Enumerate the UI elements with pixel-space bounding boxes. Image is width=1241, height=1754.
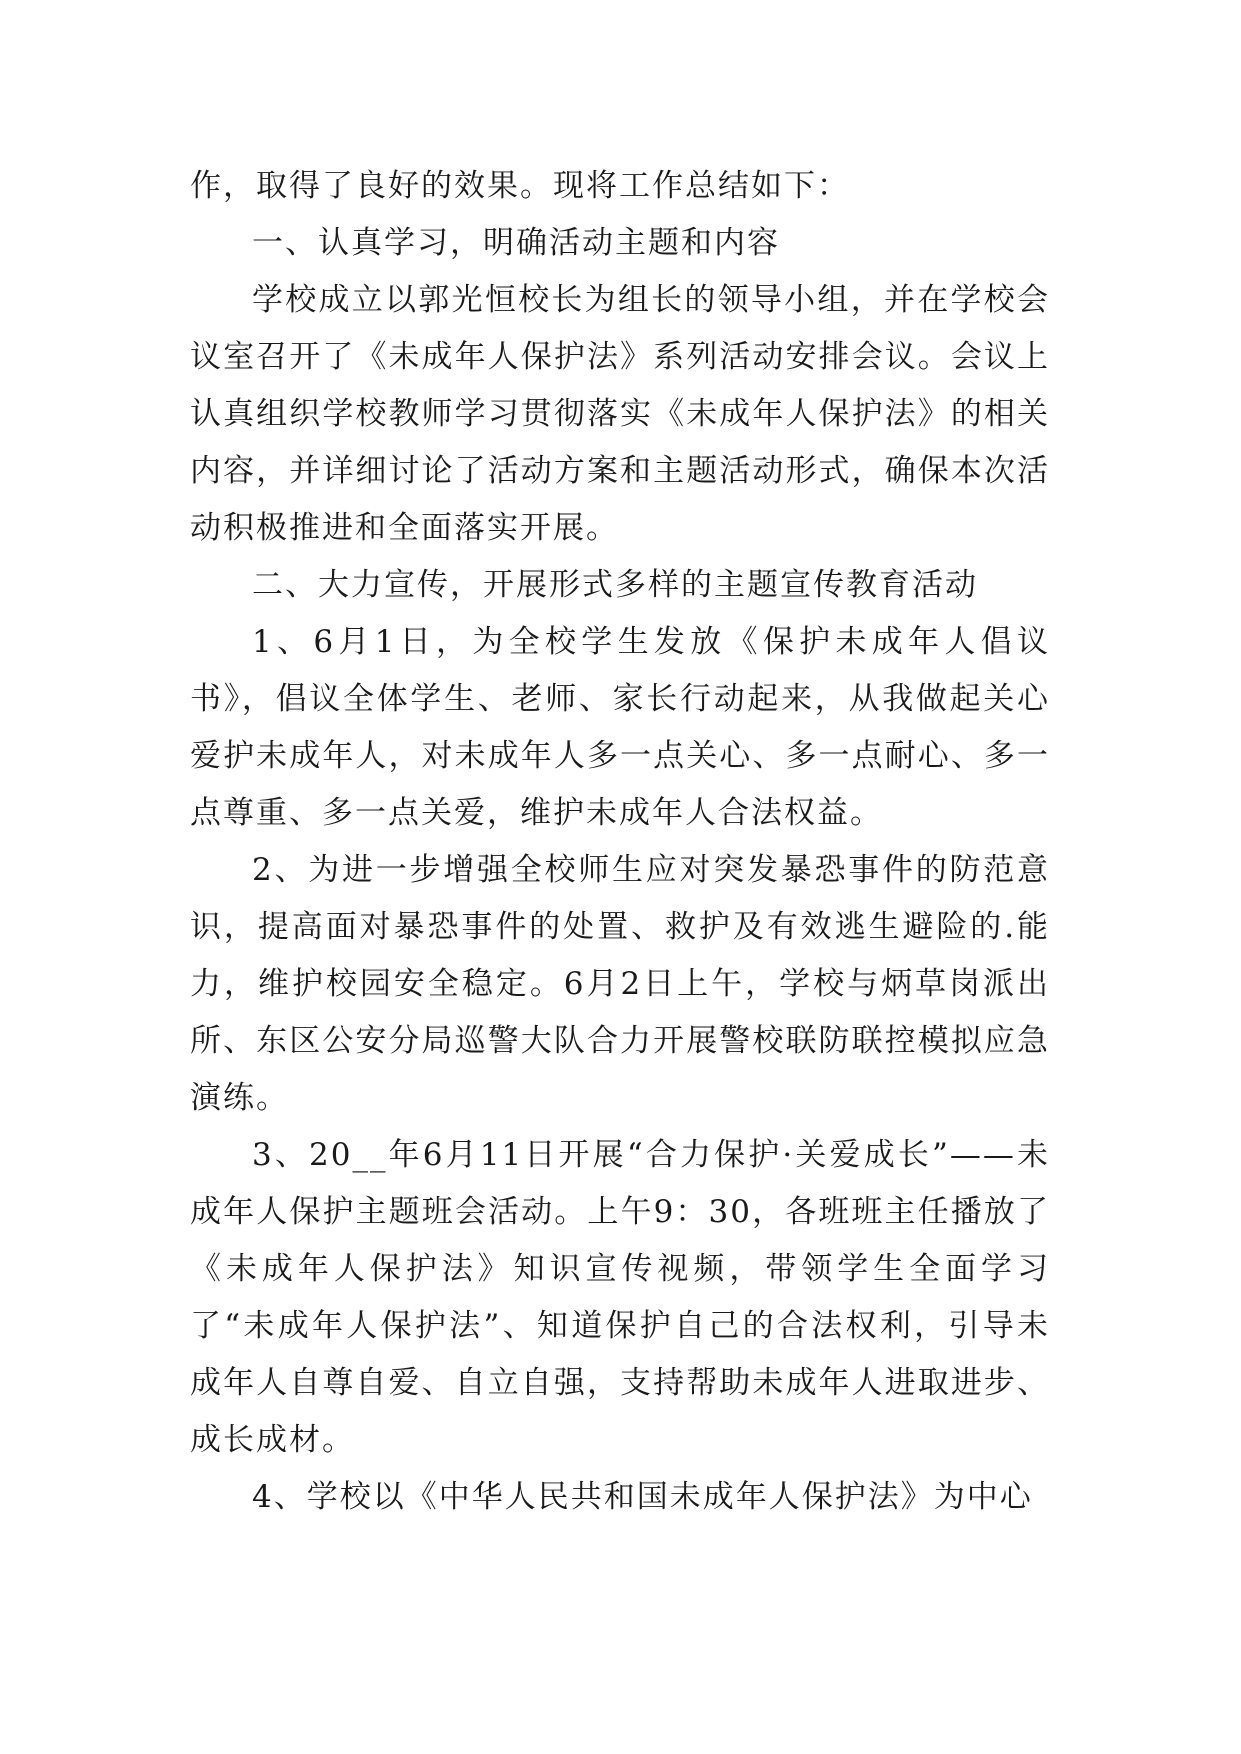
paragraph-intro-continuation: 作，取得了良好的效果。现将工作总结如下：: [190, 168, 850, 204]
paragraph-item-2: 2、为进一步增强全校师生应对突发暴恐事件的防范意识，提高面对暴恐事件的处置、救护及有效逃生避险的.能力，维护校园安全稳定。6月2日上午，学校与炳草岗派出所、东区公安分局巡警大队合力开展警校联防联控模拟应急演练。: [190, 852, 1050, 1116]
section-heading-2: 二、大力宣传，开展形式多样的主题宣传教育活动: [252, 567, 978, 603]
paragraph-section-1: 学校成立以郭光恒校长为组长的领导小组，并在学校会议室召开了《未成年人保护法》系列活动安排会议。会议上认真组织学校教师学习贯彻落实《未成年人保护法》的相关内容，并详细讨论了活动方案和主题活动形式，确保本次活动积极推进和全面落实开展。: [190, 282, 1050, 546]
section-heading-1: 一、认真学习，明确活动主题和内容: [252, 225, 780, 261]
paragraph-item-1: 1、6月1日，为全校学生发放《保护未成年人倡议书》，倡议全体学生、老师、家长行动起来，从我做起关心爱护未成年人，对未成年人多一点关心、多一点耐心、多一点尊重、多一点关爱，维护未成年人合法权益。: [190, 624, 1050, 831]
document-body: [190, 158, 1050, 1526]
paragraph-item-4: 4、学校以《中华人民共和国未成年人保护法》为中心: [252, 1479, 1033, 1515]
paragraph-item-3: 3、20__年6月11日开展“合力保护·关爱成长”——未成年人保护主题班会活动。上午9：30，各班班主任播放了《未成年人保护法》知识宣传视频，带领学生全面学习了“未成年人保护法”、知道保护自己的合法权利，引导未成年人自尊自爱、自立自强，支持帮助未成年人进取进步、成长成材。: [190, 1137, 1050, 1458]
